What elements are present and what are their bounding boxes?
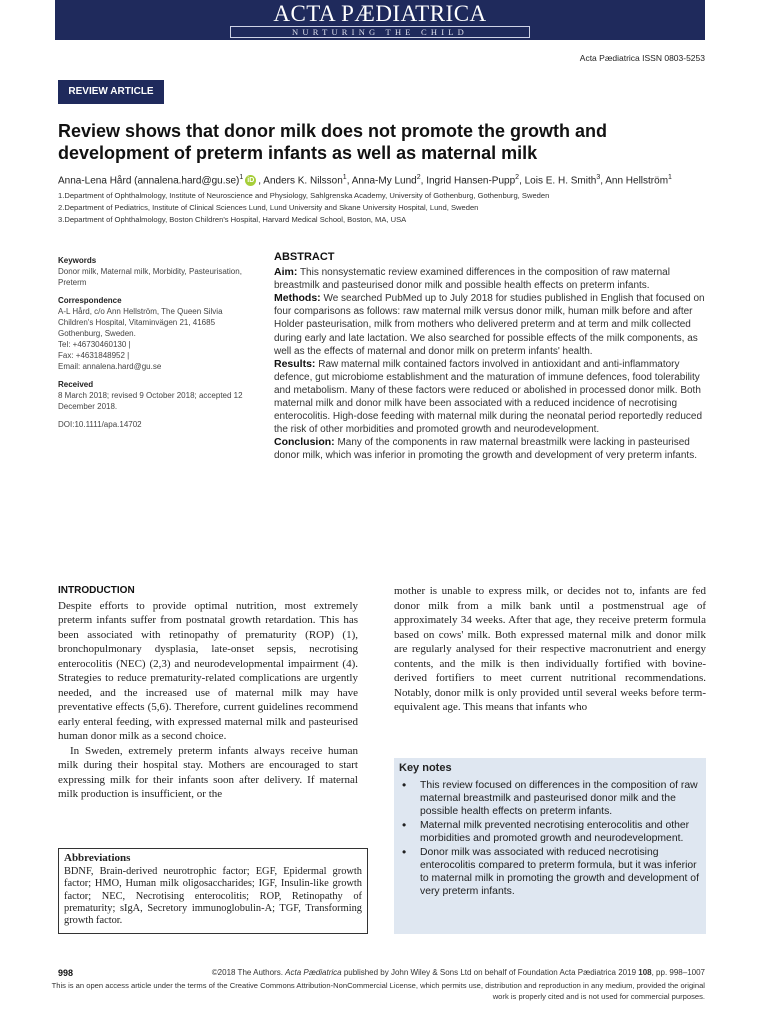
methods-text: We searched PubMed up to July 2018 for studies published in English that focused on four comparisons as follows: raw maternal milk versus donor milk, human milk before and after Holder pasteurisation, milk from mothers who delivered preterm and at term and milk collected during early and late lactation. We also searched for possible effects of the milk components, as well as the effects of maternal and donor milk on preterm infants' health. bbox=[274, 293, 705, 357]
journal-masthead bbox=[55, 0, 705, 40]
affil-ref: 1 bbox=[342, 174, 347, 181]
results-label: Results: bbox=[274, 357, 316, 370]
affiliation-1: 1.Department of Ophthalmology, Institute of Neuroscience and Physiology, Sahlgrenska Academy, University of Gothenburg, Gothenburg, Sweden bbox=[58, 191, 550, 200]
correspondence-address: A-L Hård, c/o Ann Hellström, The Queen Silvia Children's Hospital, Vitaminvägen 21, 41685 Gothenburg, Sweden. bbox=[58, 307, 223, 338]
correspondence-email[interactable]: Email: annalena.hard@gu.se bbox=[58, 362, 162, 371]
abstract-results bbox=[274, 358, 710, 437]
results-text: Raw maternal milk contained factors involved in antioxidant and anti-inflammatory defence, gut microbiome establishment and the maturation of immune defences, food tolerability and metabolism. Many of these factors were reduced or abolished in processed donor milk. Both maternal milk and donor milk have been associated with a reduced incidence of necrotising enterocolitis. High-dose feeding with maternal milk during the neonatal period reportedly reduced the risk of other morbidities and promoted growth and neurodevelopment. bbox=[274, 358, 703, 436]
correspondence-fax: Fax: +4631848952 | bbox=[58, 351, 130, 360]
journal-italic: Acta Pædiatrica bbox=[285, 968, 342, 977]
author-list bbox=[58, 171, 718, 187]
affiliation-2: 2.Department of Pediatrics, Institute of Clinical Sciences Lund, Lund University and Skane University Hospital, Lund, Sweden bbox=[58, 203, 479, 212]
abstract bbox=[274, 251, 710, 463]
conclusion-label: Conclusion: bbox=[274, 436, 335, 449]
volume-number: 108 bbox=[638, 968, 652, 977]
author-name[interactable]: Anna-Lena Hård (annalena.hard@gu.se) bbox=[58, 175, 240, 187]
affiliation-3: 3.Department of Ophthalmology, Boston Children's Hospital, Harvard Medical School, Boston, MA, USA bbox=[58, 215, 407, 224]
license-note: This is an open access article under the terms of the Creative Commons Attribution-NonCommercial License, which permits use, distribution and reproduction in any medium, provided the original work is properly cited and is not used for commercial purposes. bbox=[51, 981, 705, 1001]
journal-name: ACTA PÆDIATRICA bbox=[273, 1, 487, 26]
copyright-text: published by John Wiley & Sons Ltd on behalf of Foundation Acta Pædiatrica 2019 bbox=[341, 968, 639, 977]
author-name: , Ingrid Hansen-Pupp bbox=[420, 175, 516, 187]
aim-label: Aim: bbox=[274, 266, 298, 279]
page-number: 998 bbox=[58, 968, 74, 978]
key-note-item: • Maternal milk prevented necrotising enterocolitis and other morbidities and promoted growth and neurodevelopment. bbox=[398, 819, 700, 845]
affil-ref: 1 bbox=[239, 174, 244, 181]
abstract-heading: ABSTRACT bbox=[274, 251, 335, 263]
abbreviations-box bbox=[58, 848, 368, 934]
abstract-aim bbox=[274, 266, 710, 292]
journal-tagline: NURTURING THE CHILD bbox=[230, 26, 530, 38]
author-name: , Anna-My Lund bbox=[346, 175, 417, 187]
received-dates: 8 March 2018; revised 9 October 2018; accepted 12 December 2018. bbox=[58, 391, 243, 411]
correspondence-tel: Tel: +46730460130 | bbox=[58, 340, 131, 349]
key-note-item: • Donor milk was associated with reduced necrotising enterocolitis compared to preterm formula, but it was inferior to maternal milk in promoting the growth and development of very preterm infants. bbox=[398, 846, 700, 898]
author-name: , Lois E. H. Smith bbox=[519, 175, 597, 187]
doi-link[interactable]: DOI:10.1111/apa.14702 bbox=[58, 420, 142, 429]
abstract-methods bbox=[274, 292, 710, 357]
author-name: , Ann Hellström bbox=[600, 175, 669, 187]
key-notes-title: Key notes bbox=[399, 762, 452, 774]
received-heading: Received bbox=[58, 380, 94, 389]
conclusion-text: Many of the components in raw maternal breastmilk were lacking in pasteurised donor milk, which was inferior in promoting the growth and development of very preterm infants. bbox=[274, 437, 697, 462]
abbreviations-text: BDNF, Brain-derived neurotrophic factor; EGF, Epidermal growth factor; HMO, Human milk oligosaccharides; IGF, Insulin-like growth factor; NEC, Necrotising enterocolitis; ROP, Retinopathy of prematurity; sIgA, Secretory immunoglobulin-A; TGF, Transforming growth factor. bbox=[64, 866, 362, 927]
key-note-item: • This review focused on differences in the composition of raw maternal breastmilk and pasteurised donor milk and the possible health effects on preterm infants. bbox=[398, 779, 700, 818]
keywords-heading: Keywords bbox=[58, 256, 97, 265]
body-paragraph: Despite efforts to provide optimal nutrition, most extremely preterm infants suffer from postnatal growth retardation. This has been associated with retinopathy of prematurity (ROP) (1), bronchopulmonary dysplasia, late-onset sepsis, necrotising enterocolitis (NEC) (2,3) and neurodevelopmental impairment (4). Strategies to reduce prematurity-related complications are urgently needed, and the increased use of maternal milk may have preventative effects (5,6). Therefore, current guidelines recommend early enteral feeding, with expressed maternal milk and pasteurised human donor milk as a second choice. bbox=[58, 599, 358, 742]
correspondence-heading: Correspondence bbox=[58, 296, 122, 305]
affil-ref: 3 bbox=[596, 174, 601, 181]
keywords-text: Donor milk, Maternal milk, Morbidity, Pasteurisation, Preterm bbox=[58, 267, 242, 287]
key-notes-box bbox=[394, 758, 706, 934]
body-paragraph: In Sweden, extremely preterm infants always receive human milk during their hospital stay. Mothers are encouraged to start expressing milk for their infants soon after delivery. If maternal milk production is insufficient, or the bbox=[58, 744, 358, 800]
issn-label: Acta Pædiatrica ISSN 0803-5253 bbox=[579, 53, 705, 63]
affil-ref: 2 bbox=[515, 174, 520, 181]
article-title: Review shows that donor milk does not promote the growth and development of preterm infants as well as maternal milk bbox=[58, 121, 608, 163]
methods-label: Methods: bbox=[274, 292, 321, 305]
copyright-text: ©2018 The Authors. bbox=[211, 968, 286, 977]
key-notes-list bbox=[398, 779, 700, 898]
article-type-badge: REVIEW ARTICLE bbox=[58, 80, 164, 104]
article-info-sidebar bbox=[58, 255, 258, 430]
abbreviations-title: Abbreviations bbox=[64, 852, 131, 864]
abstract-conclusion bbox=[274, 436, 710, 462]
aim-text: This nonsystematic review examined differences in the composition of raw maternal breastmilk and pasteurised donor milk and possible health effects on preterm infants. bbox=[274, 267, 670, 292]
author-name: , Anders K. Nilsson bbox=[258, 175, 343, 187]
body-column-left bbox=[58, 584, 358, 802]
copyright-line bbox=[212, 968, 705, 977]
orcid-icon[interactable]: iD bbox=[247, 177, 255, 185]
body-column-right bbox=[394, 584, 706, 715]
introduction-heading: INTRODUCTION bbox=[58, 585, 135, 596]
page-range: , pp. 998–1007 bbox=[651, 968, 705, 977]
affil-ref: 2 bbox=[416, 174, 421, 181]
body-paragraph: mother is unable to express milk, or decides not to, infants are fed donor milk from a milk bank until a postmenstrual age of approximately 34 weeks. After that age, they receive preterm formula based on cows' milk. Both expressed maternal milk and donor milk are regularly analysed for their respective macronutrient and energy contents, and the milk is then individually fortified with bovine-derived fortifiers to meet current nutritional recommendations. Notably, donor milk is only provided until several weeks before term-equivalent age. This means that infants who bbox=[394, 585, 706, 713]
affil-ref: 1 bbox=[668, 174, 672, 181]
